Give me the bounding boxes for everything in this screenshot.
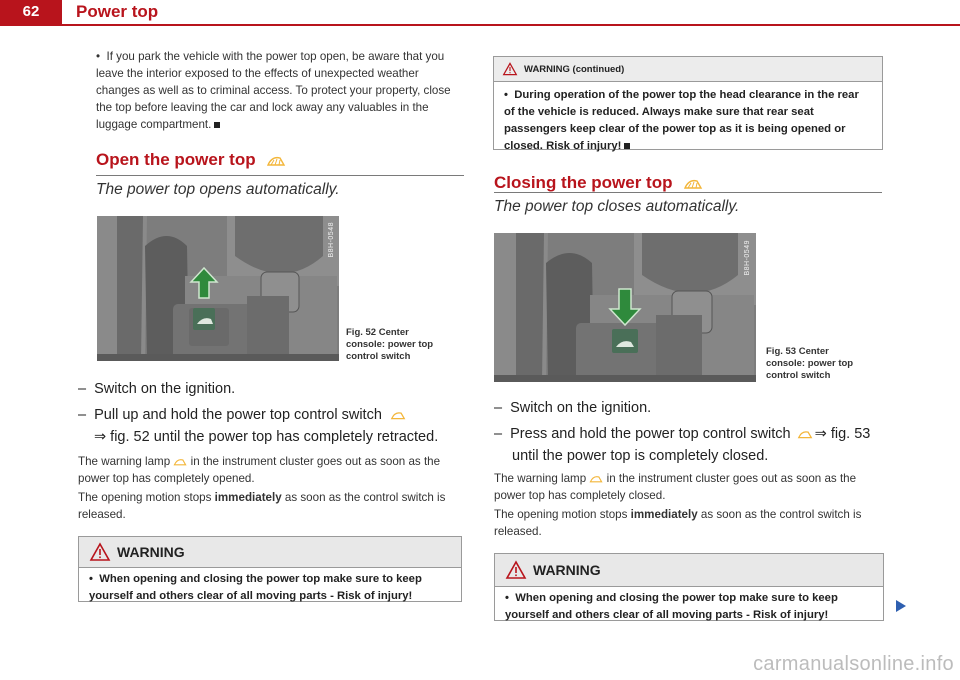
warning-triangle-icon bbox=[505, 560, 527, 580]
end-mark bbox=[624, 143, 630, 149]
convertible-top-icon bbox=[589, 474, 603, 484]
figure-53-photo bbox=[494, 233, 756, 382]
warning-box-continued: WARNING (continued) • During operation of the power top the head clearance in the rear of the vehicle is reduced. Always make sure that rear seat passengers keep clear of the power top as it is being opened or closed. Risk of injury! bbox=[493, 56, 883, 150]
note-motion-close: The opening motion stops immediately as soon as the control switch is released. bbox=[494, 508, 862, 538]
convertible-top-icon bbox=[390, 410, 406, 421]
warning-header: WARNING bbox=[495, 554, 883, 587]
left-intro bbox=[96, 48, 464, 133]
convertible-top-icon bbox=[266, 154, 286, 168]
page-number: 62 bbox=[0, 0, 62, 24]
warning-header: WARNING bbox=[79, 537, 461, 568]
section-rule bbox=[96, 175, 464, 176]
next-page-arrow-icon[interactable] bbox=[894, 599, 908, 613]
warning-triangle-icon bbox=[502, 62, 518, 76]
warning-box-open: WARNING • When opening and closing the power top make sure to keep yourself and others clear of all moving parts - Risk of injury! bbox=[78, 536, 462, 602]
intro-paragraph: If you park the vehicle with the power top open, be aware that you leave the interior exposed to the effects of unexpected weather changes as well as to criminal access. To protect your property, close the top before leaving the car and lock away any valuables in the luggage compartment. bbox=[96, 50, 451, 131]
note-motion-open: The opening motion stops immediately as soon as the control switch is released. bbox=[78, 491, 446, 521]
figure-52-photo bbox=[97, 216, 339, 361]
figure-52-caption: Fig. 52 Center console: power top control switch bbox=[346, 327, 434, 362]
convertible-top-icon bbox=[797, 429, 813, 440]
convertible-top-icon bbox=[683, 177, 703, 191]
step-1-close: – Switch on the ignition. bbox=[494, 400, 652, 416]
warning-text: When opening and closing the power top make sure to keep yourself and others clear of all moving parts - Risk of injury! bbox=[505, 592, 838, 621]
step-2-ref: ⇒ fig. 52 until the power top has completely retracted. bbox=[94, 429, 439, 445]
warning-continued-text: During operation of the power top the head clearance in the rear of the vehicle is reduced. Always make sure that rear seat passengers keep clear of the power top as it is being opened or closed. Risk of injury! bbox=[504, 89, 859, 152]
watermark: carmanualsonline.info bbox=[753, 653, 954, 675]
note-warning-lamp-open: The warning lamp in the instrument cluster goes out as soon as the power top has completely opened. bbox=[78, 455, 441, 485]
bullet: • bbox=[96, 50, 107, 63]
end-mark bbox=[214, 122, 220, 128]
figure-52-ref: B8H-0548 bbox=[328, 222, 335, 258]
section-rule bbox=[494, 192, 882, 193]
section-title-open: Open the power top bbox=[96, 150, 286, 170]
step-2-open: – Pull up and hold the power top control switch ⇒ fig. 52 until the power top has completely retracted. bbox=[78, 404, 468, 448]
section-intro-open: The power top opens automatically. bbox=[96, 181, 340, 198]
note-warning-lamp-close: The warning lamp in the instrument cluster goes out as soon as the power top has completely closed. bbox=[494, 472, 857, 502]
warning-triangle-icon bbox=[89, 542, 111, 562]
warning-box-close: WARNING • When opening and closing the power top make sure to keep yourself and others clear of all moving parts - Risk of injury! bbox=[494, 553, 884, 621]
figure-53-ref: B8H-0549 bbox=[744, 240, 751, 276]
page-title: Power top bbox=[76, 2, 159, 21]
warning-header-continued: WARNING (continued) bbox=[494, 57, 882, 82]
convertible-top-icon bbox=[173, 457, 187, 467]
header-rule bbox=[0, 24, 960, 26]
step-2-close: – Press and hold the power top control switch ⇒ fig. 53 until the power top is completely closed. bbox=[494, 426, 871, 464]
section-title-close: Closing the power top bbox=[494, 173, 703, 193]
section-intro-close: The power top closes automatically. bbox=[494, 198, 740, 215]
step-1-open: – Switch on the ignition. bbox=[78, 381, 236, 397]
warning-text: When opening and closing the power top make sure to keep yourself and others clear of all moving parts - Risk of injury! bbox=[89, 573, 422, 602]
figure-53-caption: Fig. 53 Center console: power top control switch bbox=[766, 346, 854, 381]
